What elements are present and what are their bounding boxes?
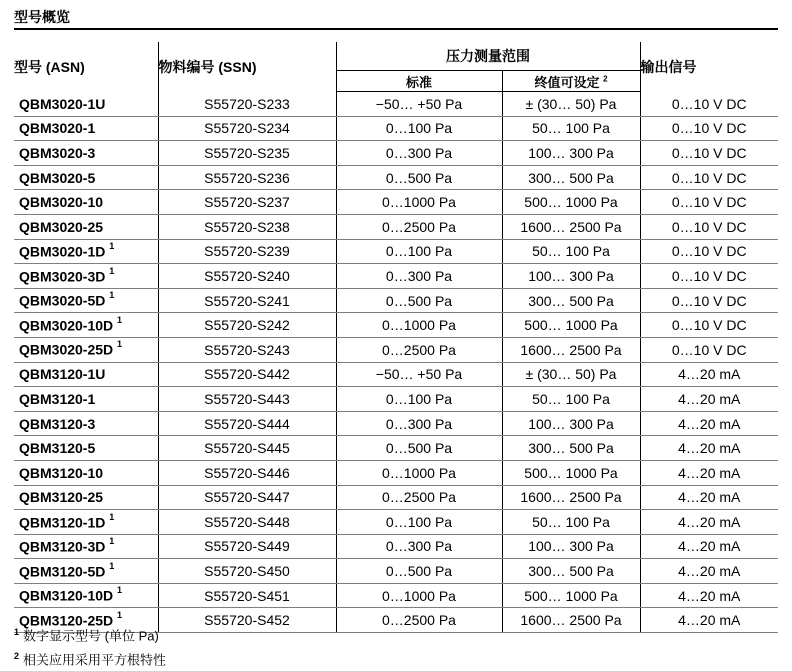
- ssn-cell: S55720-S241: [158, 288, 336, 313]
- ssn-cell: S55720-S242: [158, 313, 336, 338]
- model-cell: [14, 141, 158, 166]
- model-name: QBM3120-10D: [19, 588, 114, 604]
- model-cell: [14, 485, 158, 510]
- header-pressure-range: 压力测量范围: [336, 42, 640, 71]
- model-name: QBM3120-5D: [19, 563, 106, 580]
- standard-range-cell: 0…1000 Pa: [336, 313, 502, 338]
- ssn-cell: S55720-S442: [158, 362, 336, 387]
- standard-range-cell: 0…2500 Pa: [336, 337, 502, 362]
- footnote-text: 数字显示型号 (单位 Pa): [23, 628, 159, 644]
- standard-range-cell: −50… +50 Pa: [336, 362, 502, 387]
- model-cell: [14, 214, 158, 239]
- model-cell: [14, 190, 158, 215]
- adjustable-range-cell: 500… 1000 Pa: [502, 460, 640, 485]
- table-row: [14, 387, 778, 412]
- standard-range-cell: 0…300 Pa: [336, 264, 502, 289]
- table-row: [14, 485, 778, 510]
- table-row: [14, 239, 778, 264]
- model-cell: [14, 337, 158, 362]
- table-row: [14, 559, 778, 584]
- ssn-cell: S55720-S243: [158, 337, 336, 362]
- model-name: QBM3120-3: [19, 415, 96, 432]
- output-signal-cell: 0…10 V DC: [640, 239, 778, 264]
- table-row: [14, 534, 778, 559]
- model-cell: [14, 239, 158, 264]
- table-row: [14, 313, 778, 338]
- model-name: QBM3020-10: [19, 194, 104, 211]
- footnote-text: 相关应用采用平方根特性: [23, 652, 167, 668]
- footnote-ref: 1: [109, 536, 115, 547]
- table-row: [14, 190, 778, 215]
- standard-range-cell: 0…2500 Pa: [336, 214, 502, 239]
- ssn-cell: S55720-S445: [158, 436, 336, 461]
- standard-range-cell: 0…2500 Pa: [336, 608, 502, 633]
- adjustable-range-cell: ± (30… 50) Pa: [502, 362, 640, 387]
- adjustable-range-cell: 50… 100 Pa: [502, 387, 640, 412]
- output-signal-cell: 0…10 V DC: [640, 190, 778, 215]
- footnote: [14, 622, 166, 646]
- model-cell: [14, 460, 158, 485]
- model-name: QBM3020-1U: [19, 95, 106, 112]
- table-row: [14, 141, 778, 166]
- output-signal-cell: 4…20 mA: [640, 460, 778, 485]
- adjustable-range-cell: 500… 1000 Pa: [502, 313, 640, 338]
- ssn-cell: S55720-S451: [158, 583, 336, 608]
- model-name: QBM3120-1D: [19, 514, 106, 531]
- standard-range-cell: 0…500 Pa: [336, 288, 502, 313]
- ssn-cell: S55720-S446: [158, 460, 336, 485]
- output-signal-cell: 4…20 mA: [640, 608, 778, 633]
- ssn-cell: S55720-S449: [158, 534, 336, 559]
- model-overview-table: [14, 42, 778, 633]
- table-row: [14, 436, 778, 461]
- table-row: [14, 583, 778, 608]
- output-signal-cell: 4…20 mA: [640, 411, 778, 436]
- ssn-cell: S55720-S234: [158, 116, 336, 141]
- model-cell: [14, 583, 158, 608]
- standard-range-cell: 0…100 Pa: [336, 116, 502, 141]
- table-row: [14, 337, 778, 362]
- adjustable-range-cell: 1600… 2500 Pa: [502, 485, 640, 510]
- model-cell: [14, 436, 158, 461]
- standard-range-cell: 0…1000 Pa: [336, 460, 502, 485]
- model-name: QBM3020-3D: [19, 268, 106, 285]
- model-name: QBM3020-1D: [19, 243, 106, 260]
- adjustable-range-cell: 300… 500 Pa: [502, 559, 640, 584]
- footnote-mark: 1: [14, 627, 20, 637]
- model-name: QBM3120-5: [19, 440, 96, 457]
- standard-range-cell: −50… +50 Pa: [336, 92, 502, 117]
- model-cell: [14, 559, 158, 584]
- model-name: QBM3020-1: [19, 120, 96, 137]
- output-signal-cell: 4…20 mA: [640, 436, 778, 461]
- table-row: [14, 411, 778, 436]
- header-standard: 标准: [336, 71, 502, 92]
- ssn-cell: S55720-S452: [158, 608, 336, 633]
- adjustable-range-cell: 50… 100 Pa: [502, 116, 640, 141]
- footnote-ref: 1: [117, 339, 123, 350]
- adjustable-range-cell: 300… 500 Pa: [502, 288, 640, 313]
- model-name: QBM3120-3D: [19, 538, 106, 555]
- ssn-cell: S55720-S450: [158, 559, 336, 584]
- model-name: QBM3120-10: [19, 464, 104, 481]
- ssn-cell: S55720-S238: [158, 214, 336, 239]
- model-cell: [14, 534, 158, 559]
- model-name: QBM3020-5: [19, 169, 96, 186]
- model-cell: [14, 362, 158, 387]
- model-cell: [14, 387, 158, 412]
- footnote-ref: 1: [117, 585, 123, 596]
- ssn-cell: S55720-S448: [158, 510, 336, 535]
- table-row: [14, 362, 778, 387]
- table-row: [14, 460, 778, 485]
- footnote-ref: 1: [117, 609, 123, 620]
- model-cell: [14, 116, 158, 141]
- header-adjustable-label: 终值可设定: [534, 74, 600, 90]
- model-name: QBM3020-10D: [19, 317, 114, 334]
- footnote-ref: 1: [109, 290, 115, 301]
- standard-range-cell: 0…1000 Pa: [336, 190, 502, 215]
- ssn-cell: S55720-S443: [158, 387, 336, 412]
- footnote-ref: 1: [109, 241, 115, 252]
- header-ssn: 物料编号 (SSN): [158, 42, 336, 92]
- footnotes: [14, 622, 166, 671]
- ssn-cell: S55720-S237: [158, 190, 336, 215]
- standard-range-cell: 0…100 Pa: [336, 510, 502, 535]
- ssn-cell: S55720-S239: [158, 239, 336, 264]
- table-row: [14, 510, 778, 535]
- model-name: QBM3020-25: [19, 218, 104, 235]
- ssn-cell: S55720-S240: [158, 264, 336, 289]
- ssn-cell: S55720-S444: [158, 411, 336, 436]
- table-row: [14, 264, 778, 289]
- standard-range-cell: 0…500 Pa: [336, 165, 502, 190]
- table-row: [14, 92, 778, 117]
- standard-range-cell: 0…500 Pa: [336, 436, 502, 461]
- ssn-cell: S55720-S236: [158, 165, 336, 190]
- footnote-ref: 1: [109, 560, 115, 571]
- standard-range-cell: 0…500 Pa: [336, 559, 502, 584]
- adjustable-range-cell: ± (30… 50) Pa: [502, 92, 640, 117]
- model-cell: [14, 313, 158, 338]
- adjustable-range-cell: 50… 100 Pa: [502, 510, 640, 535]
- model-cell: [14, 92, 158, 117]
- adjustable-range-cell: 100… 300 Pa: [502, 141, 640, 166]
- output-signal-cell: 0…10 V DC: [640, 264, 778, 289]
- standard-range-cell: 0…1000 Pa: [336, 583, 502, 608]
- standard-range-cell: 0…2500 Pa: [336, 485, 502, 510]
- footnote-ref: 2: [603, 74, 608, 84]
- footnote-mark: 2: [14, 651, 20, 662]
- table-row: [14, 288, 778, 313]
- model-name: QBM3020-5D: [19, 292, 106, 309]
- footnote-ref: 1: [109, 511, 115, 522]
- model-name: QBM3020-3: [19, 144, 96, 161]
- model-cell: [14, 264, 158, 289]
- ssn-cell: S55720-S233: [158, 92, 336, 117]
- page-title: 型号概览: [14, 6, 778, 30]
- adjustable-range-cell: 1600… 2500 Pa: [502, 608, 640, 633]
- output-signal-cell: 4…20 mA: [640, 387, 778, 412]
- model-cell: [14, 288, 158, 313]
- output-signal-cell: 0…10 V DC: [640, 141, 778, 166]
- output-signal-cell: 0…10 V DC: [640, 92, 778, 117]
- model-cell: [14, 510, 158, 535]
- header-output: 输出信号: [640, 42, 778, 92]
- adjustable-range-cell: 300… 500 Pa: [502, 165, 640, 190]
- model-name: QBM3120-25: [19, 489, 104, 506]
- footnote: [14, 646, 166, 670]
- header-adjustable: [502, 71, 640, 92]
- output-signal-cell: 0…10 V DC: [640, 337, 778, 362]
- output-signal-cell: 0…10 V DC: [640, 288, 778, 313]
- adjustable-range-cell: 100… 300 Pa: [502, 534, 640, 559]
- output-signal-cell: 4…20 mA: [640, 534, 778, 559]
- output-signal-cell: 0…10 V DC: [640, 313, 778, 338]
- standard-range-cell: 0…100 Pa: [336, 387, 502, 412]
- adjustable-range-cell: 500… 1000 Pa: [502, 190, 640, 215]
- model-name: QBM3120-1U: [19, 366, 106, 383]
- adjustable-range-cell: 100… 300 Pa: [502, 411, 640, 436]
- standard-range-cell: 0…300 Pa: [336, 411, 502, 436]
- output-signal-cell: 4…20 mA: [640, 362, 778, 387]
- table-row: [14, 214, 778, 239]
- adjustable-range-cell: 100… 300 Pa: [502, 264, 640, 289]
- ssn-cell: S55720-S447: [158, 485, 336, 510]
- standard-range-cell: 0…300 Pa: [336, 534, 502, 559]
- model-cell: [14, 411, 158, 436]
- adjustable-range-cell: 50… 100 Pa: [502, 239, 640, 264]
- table-row: [14, 116, 778, 141]
- standard-range-cell: 0…300 Pa: [336, 141, 502, 166]
- adjustable-range-cell: 1600… 2500 Pa: [502, 337, 640, 362]
- output-signal-cell: 0…10 V DC: [640, 165, 778, 190]
- model-name: QBM3120-1: [19, 390, 96, 407]
- adjustable-range-cell: 300… 500 Pa: [502, 436, 640, 461]
- output-signal-cell: 4…20 mA: [640, 485, 778, 510]
- output-signal-cell: 4…20 mA: [640, 583, 778, 608]
- output-signal-cell: 0…10 V DC: [640, 116, 778, 141]
- output-signal-cell: 4…20 mA: [640, 559, 778, 584]
- adjustable-range-cell: 500… 1000 Pa: [502, 583, 640, 608]
- header-model: 型号 (ASN): [14, 58, 85, 75]
- footnote-ref: 1: [109, 265, 115, 276]
- table-row: [14, 165, 778, 190]
- standard-range-cell: 0…100 Pa: [336, 239, 502, 264]
- model-cell: [14, 165, 158, 190]
- model-name: QBM3120-25D: [19, 612, 114, 629]
- model-name: QBM3020-25D: [19, 342, 114, 359]
- footnote-ref: 1: [117, 314, 123, 325]
- ssn-cell: S55720-S235: [158, 141, 336, 166]
- output-signal-cell: 0…10 V DC: [640, 214, 778, 239]
- adjustable-range-cell: 1600… 2500 Pa: [502, 214, 640, 239]
- output-signal-cell: 4…20 mA: [640, 510, 778, 535]
